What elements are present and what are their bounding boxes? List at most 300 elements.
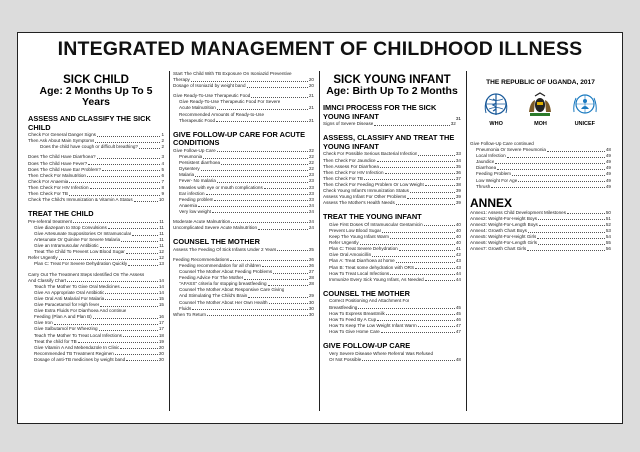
toc-entry-label: Breastfeeding bbox=[329, 304, 358, 310]
section-heading: ASSESS AND CLASSIFY THE SICK CHILD bbox=[28, 114, 151, 132]
toc-page-number: 27 bbox=[308, 269, 314, 275]
toc-entry-label: Then Check For TB bbox=[28, 191, 68, 197]
toc-leader-dots bbox=[425, 182, 455, 187]
toc-entry-label: Recommended Amounts of Ready-to-Use bbox=[179, 111, 265, 117]
toc-leader-dots bbox=[491, 184, 605, 189]
toc-entry-label: Then Check For HIV Infection bbox=[323, 169, 384, 175]
toc-page-number: 24 bbox=[308, 208, 314, 214]
toc-entry-label: Give An Appropriate Oral Antibiotic bbox=[34, 289, 105, 295]
toc-entry-label: Then Check For Jaundice bbox=[323, 157, 376, 163]
toc-page-number: 23 bbox=[308, 172, 314, 178]
toc-entry-label: Plan C: Treat For Severe Dehydration Quickly bbox=[34, 261, 128, 267]
toc-page-number: 33 bbox=[455, 151, 461, 157]
republic-label: THE REPUBLIC OF UGANDA, 2017 bbox=[486, 79, 595, 86]
toc-page-number: 56 bbox=[605, 246, 611, 252]
toc-leader-dots bbox=[399, 246, 455, 251]
toc-page-number: 46 bbox=[455, 316, 461, 322]
toc-entry-label: Assess The Mother's Health Needs bbox=[323, 200, 395, 206]
toc-entry-label: Plan C: Treat Severe Dehydration bbox=[329, 246, 398, 252]
toc-leader-dots bbox=[567, 210, 605, 215]
toc-entry-label: Give First Doses Of Intramuscular Gentamicin bbox=[329, 221, 423, 227]
toc-leader-dots bbox=[512, 171, 605, 176]
toc-page-number: 50 bbox=[605, 209, 611, 215]
toc-leader-dots bbox=[372, 252, 455, 257]
toc-page-number: 17 bbox=[158, 326, 164, 332]
toc-page-number: 42 bbox=[455, 252, 461, 258]
section-heading: TREAT THE YOUNG INFANT bbox=[323, 212, 422, 222]
toc-entry-label: Give Paracetamol for High fever bbox=[34, 302, 100, 308]
toc-page-number: 2 bbox=[161, 138, 164, 144]
toc-page-number: 22 bbox=[308, 166, 314, 172]
toc-page-number: 53 bbox=[605, 228, 611, 234]
toc-entry-label: Give Follow-Up Care continued bbox=[470, 141, 534, 146]
toc-page-number: 20 bbox=[158, 350, 164, 356]
toc-leader-dots bbox=[203, 154, 308, 159]
toc-page-number: 55 bbox=[605, 240, 611, 246]
toc-page-number: 12 bbox=[158, 249, 164, 255]
toc-entry-label: Check For General Danger Signs bbox=[28, 132, 96, 138]
toc-entry-label: Very Severe Disease Where Referral Was Refused bbox=[329, 350, 433, 356]
unicef-logo bbox=[571, 92, 599, 127]
toc-entry-label: Check The Child's Immunization & Vitamin A Status bbox=[28, 197, 133, 203]
toc-entry-label: Then Assess For Diarrhoea bbox=[323, 163, 379, 169]
toc-leader-dots bbox=[221, 160, 308, 165]
toc-page-number: 40 bbox=[455, 221, 461, 227]
toc-entry[interactable] bbox=[173, 225, 314, 231]
toc-leader-dots bbox=[126, 249, 158, 254]
toc-entry[interactable] bbox=[323, 121, 456, 127]
toc-entry-label: Recommended TB Treatment Regimen bbox=[34, 350, 114, 356]
toc-page-number: 16 bbox=[158, 314, 164, 320]
toc-page-number: 11 bbox=[159, 231, 164, 236]
toc-entry-label: And Classify Chart bbox=[28, 277, 67, 283]
toc-leader-dots bbox=[425, 277, 455, 282]
toc-entry-label: Fluids bbox=[179, 305, 192, 311]
toc-page-number: 1 bbox=[161, 132, 164, 138]
toc-leader-dots bbox=[277, 247, 308, 252]
toc-entry-label: Teach The Mother To Treat Local Infections bbox=[34, 332, 122, 338]
toc-entry-label: Feeding (Plan A and Plan B) bbox=[34, 314, 92, 320]
toc-page-number: 40 bbox=[455, 240, 461, 246]
toc-page-number: 8 bbox=[161, 184, 164, 190]
toc-leader-dots bbox=[95, 138, 160, 143]
unicef-emblem-icon bbox=[571, 92, 599, 118]
poster-title: INTEGRATED MANAGEMENT OF CHILDHOOD ILLNESS bbox=[57, 38, 583, 60]
toc-entry[interactable] bbox=[470, 246, 611, 252]
toc-leader-dots bbox=[99, 326, 158, 331]
toc-entry-label: Annex7: Growth Chart Girls bbox=[470, 246, 527, 252]
toc-page-number: 21 bbox=[308, 117, 314, 123]
toc-entry-label: Fever- No malaria bbox=[179, 178, 216, 184]
toc-leader-dots bbox=[358, 305, 455, 310]
toc-leader-dots bbox=[251, 93, 308, 98]
toc-entry-label: Pre-referral treatment bbox=[28, 218, 72, 224]
toc-page-number: 20 bbox=[308, 83, 314, 89]
toc-page-number: 11 bbox=[159, 237, 164, 243]
toc-leader-dots bbox=[102, 167, 160, 172]
toc-entry-label: How To Give Home Care bbox=[329, 328, 380, 334]
toc-leader-dots bbox=[547, 147, 605, 152]
toc-leader-dots bbox=[269, 300, 308, 305]
toc-entry-label: Immunize Every Sick Young Infant, As Needed bbox=[329, 276, 424, 282]
toc-leader-dots bbox=[78, 339, 158, 344]
toc-entry-label: Counsel The Mother About Responsive Care Giving bbox=[179, 287, 285, 293]
toc-entry-label: Malaria bbox=[179, 172, 195, 178]
toc-entry-label: Treat The Child To Prevent Low Blood Sugar bbox=[34, 249, 125, 255]
toc-entry-label: Give diazepam to Stop Convulsions bbox=[34, 224, 107, 230]
toc-entry[interactable] bbox=[28, 197, 164, 203]
toc-page-number: 30 bbox=[308, 311, 314, 317]
toc-page-number: 15 bbox=[158, 295, 164, 301]
toc-entry[interactable] bbox=[323, 357, 461, 363]
annex-title: ANNEX bbox=[470, 195, 513, 210]
toc-entry-label: Dosage of anti-TB medicines by weight band bbox=[34, 356, 126, 362]
toc-page-number: 2 bbox=[161, 144, 164, 150]
toc-leader-dots bbox=[128, 261, 158, 266]
section-heading: GIVE FOLLOW-UP CARE FOR ACUTE CONDITIONS bbox=[173, 129, 306, 148]
toc-leader-dots bbox=[418, 323, 455, 328]
toc-page-number: 6 bbox=[161, 172, 164, 178]
toc-entry-label: Then Check For HIV Infection bbox=[28, 184, 89, 190]
toc-leader-dots bbox=[537, 234, 605, 239]
toc-page-number: 30 bbox=[308, 305, 314, 311]
toc-leader-dots bbox=[121, 284, 158, 289]
section-page-number: 31 bbox=[455, 115, 461, 121]
toc-page-number: 49 bbox=[605, 159, 611, 165]
toc-entry-label: Thrush bbox=[476, 183, 491, 189]
toc-entry-label: Diarrhoea bbox=[476, 165, 497, 171]
toc-page-number: 49 bbox=[605, 153, 611, 159]
toc-leader-dots bbox=[495, 159, 604, 164]
toc-entry-label: Keep The Young Infant Warm bbox=[329, 234, 390, 240]
toc-entry-label: Give Vitamin A And Mebendazole In Clinic bbox=[34, 344, 120, 350]
section-heading: COUNSEL THE MOTHER bbox=[323, 288, 410, 298]
toc-entry[interactable] bbox=[173, 118, 314, 124]
toc-page-number: 45 bbox=[455, 304, 461, 310]
toc-entry[interactable] bbox=[173, 312, 314, 318]
toc-entry-label: Pneumonia Or Severe Pneumonia bbox=[476, 147, 546, 153]
toc-leader-dots bbox=[97, 132, 161, 137]
toc-entry[interactable] bbox=[470, 184, 611, 190]
toc-entry-label: How To Express Breastmilk bbox=[329, 310, 385, 316]
toc-page-number: 49 bbox=[605, 165, 611, 171]
toc-page-number: 43 bbox=[455, 258, 461, 264]
toc-page-number: 28 bbox=[308, 281, 314, 287]
toc-leader-dots bbox=[121, 237, 158, 242]
toc-page-number: 39 bbox=[455, 200, 461, 206]
toc-entry-label: Teach The Mother To Give Oral Medicines bbox=[34, 283, 120, 289]
toc-entry-label: Jaundice bbox=[476, 159, 495, 165]
toc-page-number: 4 bbox=[161, 160, 164, 166]
toc-leader-dots bbox=[264, 185, 308, 190]
toc-entry-label: Then Check For Feeding Problem Or Low Weight bbox=[323, 181, 424, 187]
toc-page-number: 30 bbox=[308, 299, 314, 305]
toc-entry-label: Counsel The Mother About Feeding Problems bbox=[179, 269, 273, 275]
toc-page-number: 20 bbox=[158, 344, 164, 350]
column-sick-young-infant bbox=[320, 71, 467, 411]
toc-leader-dots bbox=[415, 265, 455, 270]
toc-leader-dots bbox=[123, 333, 158, 338]
toc-leader-dots bbox=[538, 240, 605, 245]
toc-entry-label: Does The Child Have Fever? bbox=[28, 160, 88, 166]
toc-page-number: 25 bbox=[308, 246, 314, 252]
toc-page-number: 11 bbox=[159, 218, 164, 224]
toc-leader-dots bbox=[132, 231, 158, 236]
toc-entry-label: Then Check For Malnutrition bbox=[28, 172, 86, 178]
uganda-coat-of-arms-icon bbox=[526, 92, 554, 118]
toc-leader-dots bbox=[362, 357, 455, 362]
toc-leader-dots bbox=[497, 165, 605, 170]
toc-entry-label: Or Not Possible bbox=[329, 356, 362, 362]
toc-entry-label: Give Oral Amoxicillin bbox=[329, 252, 372, 258]
toc-page-number: 43 bbox=[455, 264, 461, 270]
toc-page-number: 11 bbox=[159, 243, 164, 249]
toc-page-number: 36 bbox=[455, 169, 461, 175]
toc-page-number: 21 bbox=[308, 105, 314, 111]
toc-page-number: 24 bbox=[308, 225, 314, 231]
toc-leader-dots bbox=[248, 293, 308, 298]
toc-page-number: 18 bbox=[158, 332, 164, 338]
column-sick-child bbox=[25, 71, 170, 411]
toc-page-number: 7 bbox=[161, 178, 164, 184]
toc-leader-dots bbox=[105, 290, 157, 295]
toc-entry-label: Signs of Severe Disease bbox=[323, 121, 374, 127]
toc-entry-label: Check Young Infant's Immunization Status bbox=[323, 188, 409, 194]
toc-leader-dots bbox=[201, 166, 308, 171]
toc-page-number: 29 bbox=[308, 293, 314, 299]
toc-entry-label: How To Treat Local Infections bbox=[329, 270, 390, 276]
toc-leader-dots bbox=[87, 173, 160, 178]
toc-leader-dots bbox=[528, 228, 605, 233]
toc-leader-dots bbox=[407, 194, 455, 199]
toc-entry-label: Anaemia bbox=[179, 202, 198, 208]
toc-page-number: 17 bbox=[158, 320, 164, 326]
toc-entry-label: Annex4: Growth Chart Boys bbox=[470, 228, 527, 234]
toc-entry[interactable] bbox=[323, 200, 461, 206]
young-infant-heading bbox=[323, 75, 461, 97]
toc-leader-dots bbox=[139, 144, 160, 149]
toc-entry-label: Annex5: Weight-For-Height Girls bbox=[470, 234, 537, 240]
toc-leader-dots bbox=[268, 281, 308, 286]
toc-entry-label: Annex6: Weight-For-Length Girls bbox=[470, 240, 538, 246]
toc-leader-dots bbox=[108, 225, 158, 230]
toc-entry-label: Give Ready-To-Use Therapeutic Food For Severe bbox=[179, 99, 281, 105]
toc-entry-label: Very low weight bbox=[179, 208, 211, 214]
toc-entry-label: Artesunate Or Quinine For Severe Malaria bbox=[34, 237, 121, 243]
toc-entry-label: Carry Out The Treatment Steps Identified On The Assess bbox=[28, 271, 145, 277]
toc-leader-dots bbox=[195, 172, 308, 177]
toc-entry-label: Give an Intramuscular Antibiotic bbox=[34, 243, 99, 249]
toc-entry-label: Annex1: Assess Child Development Milestones bbox=[470, 209, 567, 215]
young-infant-contents bbox=[323, 104, 461, 363]
toc-page-number: 24 bbox=[308, 218, 314, 224]
toc-entry-label: Feeding problem bbox=[179, 196, 214, 202]
toc-page-number: 5 bbox=[161, 166, 164, 172]
toc-leader-dots bbox=[527, 246, 605, 251]
toc-leader-dots bbox=[198, 203, 308, 208]
toc-leader-dots bbox=[364, 176, 455, 181]
toc-entry-label: Low Weight For Age bbox=[476, 177, 518, 183]
toc-entry-label: Feeding Recommendations bbox=[173, 256, 230, 262]
toc-entry-label: Give Iron bbox=[34, 320, 53, 326]
toc-page-number: 40 bbox=[455, 234, 461, 240]
toc-entry-label: Local Infection bbox=[476, 153, 506, 159]
toc-entry-label: Assess The Feeding Of Sick Infants Under 2 Years bbox=[173, 246, 277, 252]
toc-leader-dots bbox=[386, 311, 455, 316]
young-infant-title: SICK YOUNG INFANT bbox=[333, 74, 451, 86]
toc-entry[interactable] bbox=[323, 277, 461, 283]
toc-leader-dots bbox=[381, 329, 455, 334]
toc-leader-dots bbox=[88, 161, 160, 166]
toc-page-number: 23 bbox=[308, 190, 314, 196]
toc-entry-label: Persistent diarrhoea bbox=[179, 160, 221, 166]
toc-entry-label: Refer Urgently bbox=[329, 240, 359, 246]
toc-page-number: 39 bbox=[455, 194, 461, 200]
toc-page-number: 37 bbox=[455, 175, 461, 181]
followup-continued-list bbox=[470, 141, 611, 190]
toc-leader-dots bbox=[230, 257, 308, 262]
who-logo bbox=[482, 92, 510, 127]
toc-entry-label: Then Ask About Main Symptoms bbox=[28, 138, 95, 144]
toc-entry-label: Give Artesunate Suppositories Or Intramuscular bbox=[34, 231, 132, 236]
column-sick-child-continued bbox=[170, 71, 320, 411]
toc-leader-dots bbox=[377, 317, 455, 322]
toc-leader-dots bbox=[380, 164, 455, 169]
toc-leader-dots bbox=[115, 351, 158, 356]
toc-entry-label: Feeding recommendation for all children bbox=[179, 262, 261, 268]
toc-leader-dots bbox=[247, 83, 308, 88]
toc-leader-dots bbox=[59, 255, 158, 260]
toc-entry-label: Counsel The Mother About Her Own Health bbox=[179, 299, 268, 305]
toc-page-number: 47 bbox=[455, 328, 461, 334]
toc-page-number: 28 bbox=[308, 275, 314, 281]
toc-entry-label: Does The Child Have Diarrhoea? bbox=[28, 154, 96, 160]
toc-entry-label: Feeding Advice For The Mother bbox=[179, 275, 244, 281]
toc-page-number: 34 bbox=[455, 157, 461, 163]
toc-entry-label: Acute Malnutrition bbox=[179, 105, 216, 111]
toc-leader-dots bbox=[424, 222, 455, 227]
toc-page-number: 44 bbox=[455, 270, 461, 276]
toc-page-number: 32 bbox=[450, 121, 456, 127]
section-heading: COUNSEL THE MOTHER bbox=[173, 237, 260, 247]
toc-page-number: 48 bbox=[455, 356, 461, 362]
sick-child-contents bbox=[28, 115, 164, 363]
toc-leader-dots bbox=[258, 225, 308, 230]
toc-page-number: 24 bbox=[308, 202, 314, 208]
toc-entry-label: Does The Child Have Ear Problem? bbox=[28, 166, 101, 172]
toc-entry-label: "AFASS" criteria for stopping breastfeeding bbox=[179, 281, 267, 287]
toc-page-number: 21 bbox=[308, 93, 314, 99]
toc-entry-label: Measles with eye or mouth complications bbox=[179, 184, 263, 190]
toc-entry-label: Moderate Acute Malnutrition bbox=[173, 218, 231, 224]
toc-leader-dots bbox=[507, 153, 605, 158]
toc-leader-dots bbox=[97, 154, 161, 159]
toc-entry-label: Therapy bbox=[173, 77, 190, 83]
sick-child-title: SICK CHILD bbox=[63, 74, 129, 86]
toc-leader-dots bbox=[134, 197, 158, 202]
toc-entry-label: Give Oral Anti Malarial For Malaria bbox=[34, 295, 105, 301]
toc-page-number: 9 bbox=[161, 191, 164, 197]
section-heading: TREAT THE CHILD bbox=[28, 209, 94, 219]
toc-page-number: 23 bbox=[308, 184, 314, 190]
toc-page-number: 45 bbox=[455, 310, 461, 316]
toc-entry-label: Give Follow-Up Care bbox=[173, 147, 216, 153]
toc-leader-dots bbox=[126, 357, 158, 362]
toc-leader-dots bbox=[100, 302, 158, 307]
toc-entry-label: Annex3: Weight-For-Length Boys bbox=[470, 221, 538, 227]
toc-leader-dots bbox=[212, 209, 308, 214]
toc-page-number: 14 bbox=[158, 283, 164, 289]
toc-leader-dots bbox=[390, 271, 455, 276]
toc-page-number: 44 bbox=[455, 276, 461, 282]
toc-leader-dots bbox=[396, 258, 455, 263]
toc-leader-dots bbox=[100, 243, 159, 248]
toc-page-number: 20 bbox=[308, 77, 314, 83]
sick-child-age: Age: 2 Months Up To 5 Years bbox=[39, 85, 153, 108]
toc-page-number: 52 bbox=[605, 221, 611, 227]
toc-entry-label: Treat the child for TB bbox=[34, 338, 77, 344]
sick-child-continued-contents bbox=[173, 131, 314, 318]
toc-page-number: 26 bbox=[308, 256, 314, 262]
toc-entry-label: Dosage of Isoniazid by weight band bbox=[173, 83, 246, 89]
toc-leader-dots bbox=[69, 179, 160, 184]
toc-leader-dots bbox=[90, 185, 161, 190]
section-heading: GIVE FOLLOW-UP CARE bbox=[323, 341, 411, 350]
toc-page-number: 54 bbox=[605, 234, 611, 240]
toc-leader-dots bbox=[191, 77, 308, 82]
toc-page-number: 10 bbox=[158, 197, 164, 203]
toc-leader-dots bbox=[382, 228, 455, 233]
toc-page-number: 23 bbox=[308, 196, 314, 202]
toc-entry-label: Uncomplicated Severe Acute Malnutrition bbox=[173, 225, 258, 231]
toc-page-number: 22 bbox=[308, 147, 314, 153]
unicef-caption: UNICEF bbox=[574, 121, 596, 127]
toc-page-number: 35 bbox=[455, 163, 461, 169]
toc-page-number: 23 bbox=[308, 178, 314, 184]
toc-page-number: 14 bbox=[158, 289, 164, 295]
toc-entry-label: How To Keep The Low Weight Infant Warm bbox=[329, 322, 417, 328]
toc-leader-dots bbox=[192, 306, 308, 311]
toc-leader-dots bbox=[538, 216, 605, 221]
toc-entry-label: Therapeutic Food bbox=[179, 117, 216, 123]
toc-entry-label: Ear infection bbox=[179, 190, 205, 196]
toc-entry-label: Start The Child With TB Exposure On Isoniazid Preventive bbox=[173, 71, 292, 76]
toc-page-number: 20 bbox=[158, 356, 164, 362]
toc-leader-dots bbox=[216, 118, 308, 123]
toc-page-number: 49 bbox=[605, 171, 611, 177]
section-heading-text: IMNCI PROCESS FOR THE SICK YOUNG INFANT bbox=[323, 103, 437, 121]
toc-page-number: 19 bbox=[158, 338, 164, 344]
toc-entry-label: Check For Anaemia bbox=[28, 178, 69, 184]
toc-leader-dots bbox=[385, 170, 455, 175]
toc-entry[interactable] bbox=[28, 357, 164, 363]
toc-entry[interactable] bbox=[323, 329, 461, 335]
toc-page-number: 39 bbox=[455, 188, 461, 194]
toc-page-number: 49 bbox=[605, 183, 611, 189]
toc-page-number: 11 bbox=[159, 224, 164, 230]
toc-entry-label: Pneumonia bbox=[179, 154, 203, 160]
toc-entry-label: Give Extra Fluids For Diarrhoea And continue bbox=[34, 308, 127, 314]
toc-leader-dots bbox=[217, 178, 308, 183]
sick-child-heading bbox=[28, 75, 164, 108]
moh-caption: MOH bbox=[534, 121, 547, 127]
toc-entry-label: Correct Positioning And Attachment For bbox=[329, 298, 410, 304]
toc-page-number: 49 bbox=[605, 177, 611, 183]
section-heading bbox=[323, 104, 461, 121]
toc-entry-label: Give Ready-To-Use Therapeutic Food bbox=[173, 93, 251, 99]
toc-leader-dots bbox=[69, 191, 160, 196]
toc-page-number: 13 bbox=[158, 261, 164, 267]
